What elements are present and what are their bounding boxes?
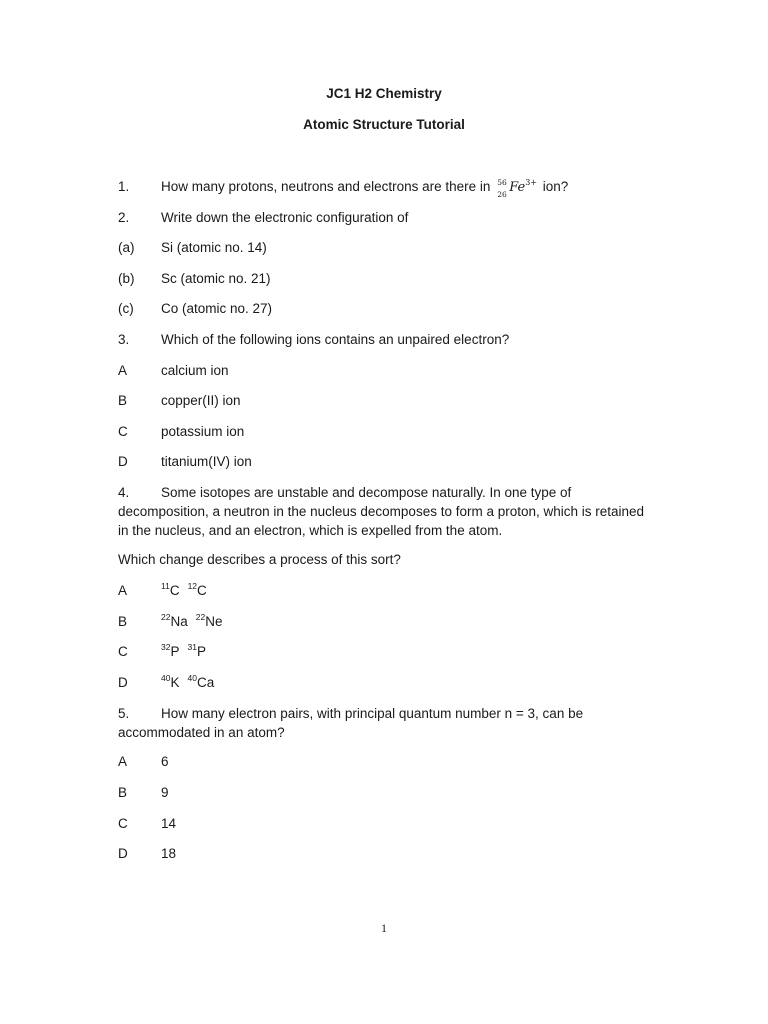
nuclide-charge: 3+ bbox=[525, 178, 538, 187]
q4-option-label: B bbox=[118, 614, 128, 629]
q4-option-reaction bbox=[161, 613, 222, 630]
q5-number: 5. bbox=[118, 706, 130, 721]
element-symbol: P bbox=[170, 644, 180, 659]
q3-option-text: potassium ion bbox=[161, 424, 245, 439]
q1-text bbox=[161, 178, 569, 199]
element-symbol: Ca bbox=[196, 675, 215, 690]
q2-part-label: (c) bbox=[118, 301, 134, 316]
q5-paragraph bbox=[118, 704, 648, 742]
q5-option-label: D bbox=[118, 846, 128, 861]
q1-text-before: How many protons, neutrons and electrons are there in bbox=[161, 179, 491, 194]
q5-option-label: C bbox=[118, 816, 128, 831]
mass-number: 22 bbox=[161, 612, 171, 622]
tutorial-title: Atomic Structure Tutorial bbox=[303, 117, 465, 132]
mass-number: 40 bbox=[187, 673, 197, 683]
q2-part-label: (b) bbox=[118, 271, 135, 286]
q4-prompt: Which change describes a process of this sort? bbox=[118, 552, 401, 567]
nuclide-mass-number: 56 bbox=[497, 178, 507, 187]
q3-number: 3. bbox=[118, 332, 130, 347]
q5-option-text: 9 bbox=[161, 785, 169, 800]
q3-option-label: A bbox=[118, 363, 128, 378]
nuclide-atomic-number: 26 bbox=[497, 190, 507, 199]
q2-number: 2. bbox=[118, 210, 130, 225]
mass-number: 31 bbox=[187, 642, 197, 652]
nuclide-element: Fe bbox=[509, 180, 526, 195]
element-symbol: Ne bbox=[205, 614, 223, 629]
q2-part-label: (a) bbox=[118, 240, 135, 255]
element-symbol: C bbox=[197, 583, 207, 598]
course-title: JC1 H2 Chemistry bbox=[326, 86, 442, 101]
q4-option-label: D bbox=[118, 675, 128, 690]
q4-option-label: A bbox=[118, 583, 128, 598]
element-symbol: Na bbox=[170, 614, 188, 629]
element-symbol: K bbox=[170, 675, 180, 690]
q2-part-text: Co (atomic no. 27) bbox=[161, 301, 273, 316]
q5-text: How many electron pairs, with principal quantum number n = 3, can be accommodated in an atom? bbox=[118, 706, 584, 740]
mass-number: 11 bbox=[161, 581, 170, 591]
q4-paragraph bbox=[118, 483, 648, 540]
mass-number: 12 bbox=[187, 581, 198, 591]
q2-part-text: Si (atomic no. 14) bbox=[161, 240, 267, 255]
fe-nuclide-symbol bbox=[497, 178, 538, 199]
q2-part-text: Sc (atomic no. 21) bbox=[161, 271, 271, 286]
q5-option-text: 18 bbox=[161, 846, 177, 861]
element-symbol: C bbox=[169, 583, 180, 598]
q5-option-label: B bbox=[118, 785, 128, 800]
q5-option-label: A bbox=[118, 754, 128, 769]
q1-number: 1. bbox=[118, 179, 130, 194]
q4-option-reaction bbox=[161, 582, 207, 599]
page-number: 1 bbox=[381, 921, 387, 935]
q4-option-reaction bbox=[161, 643, 206, 660]
q4-number: 4. bbox=[118, 485, 130, 500]
q3-option-label: C bbox=[118, 424, 128, 439]
q5-option-text: 14 bbox=[161, 816, 177, 831]
q4-text: Some isotopes are unstable and decompose naturally. In one type of decomposition, a neutron in the nucleus decomposes to form a proton, which is retained in the nucleus, and an electron, which is expelled from the atom. bbox=[118, 485, 645, 538]
q3-text: Which of the following ions contains an unpaired electron? bbox=[161, 332, 510, 347]
q3-option-label: D bbox=[118, 454, 128, 469]
mass-number: 22 bbox=[195, 612, 206, 622]
q3-option-label: B bbox=[118, 393, 128, 408]
q1-text-after: ion? bbox=[542, 179, 569, 194]
q4-option-label: C bbox=[118, 644, 128, 659]
q2-text: Write down the electronic configuration of bbox=[161, 210, 409, 225]
element-symbol: P bbox=[196, 644, 206, 659]
mass-number: 32 bbox=[161, 642, 171, 652]
mass-number: 40 bbox=[161, 673, 171, 683]
q3-option-text: calcium ion bbox=[161, 363, 229, 378]
q4-option-reaction bbox=[161, 674, 214, 691]
q3-option-text: copper(II) ion bbox=[161, 393, 241, 408]
q3-option-text: titanium(IV) ion bbox=[161, 454, 252, 469]
q5-option-text: 6 bbox=[161, 754, 169, 769]
